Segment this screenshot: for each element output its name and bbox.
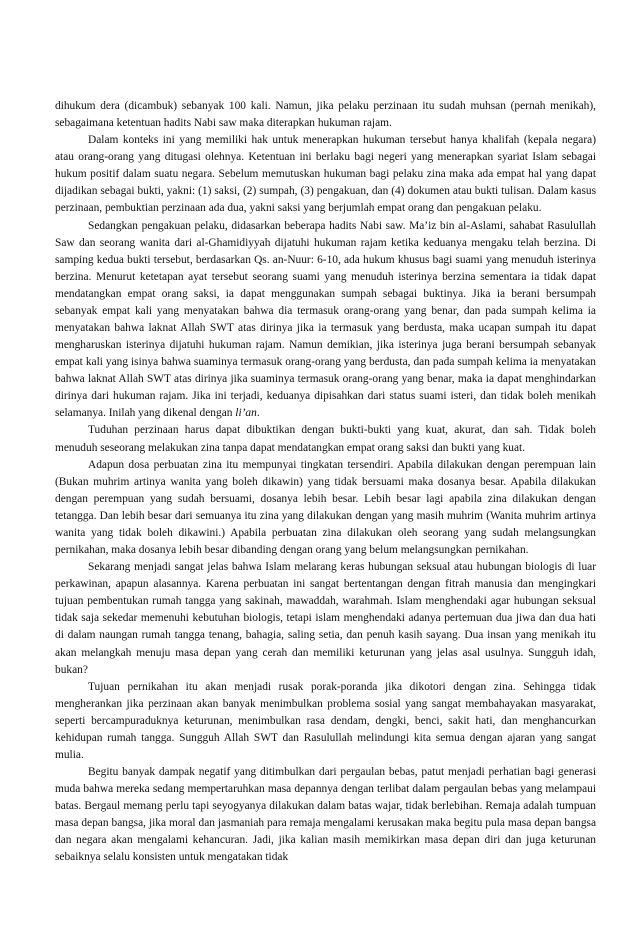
paragraph bbox=[55, 422, 596, 456]
paragraph-text: dihukum dera (dicambuk) sebanyak 100 kali. Namun, jika pelaku perzinaan itu sudah muhsan (pernah menikah), sebagaimana ketentuan hadits Nabi saw maka diterapkan hukuman rajam. bbox=[55, 100, 596, 130]
paragraph-text: Dalam konteks ini yang memiliki hak untuk menerapkan hukuman tersebut hanya khalifah (kepala negara) atau orang-orang yang ditugasi olehnya. Ketentuan ini berlaku bagi negeri yang menerapkan syariat Islam sebagai hukum positif dalam suatu negara. Sebelum memutuskan hukuman bagi pelaku zina maka ada empat hal yang dapat dijadikan sebagai bukti, yakni: (1) saksi, (2) sumpah, (3) pengakuan, dan (4) dokumen atau bukti tulisan. Dalam kasus perzinaan, pembuktian perzinaan ada dua, yakni saksi yang berjumlah empat orang dan pengakuan pelaku. bbox=[55, 134, 596, 215]
paragraph bbox=[55, 98, 596, 132]
paragraph-text: Sekarang menjadi sangat jelas bahwa Islam melarang keras hubungan seksual atau hubungan biologis di luar perkawinan, apapun alasannya. Karena perbuatan ini sangat bertentangan dengan fitrah manusia dan mengingkari tujuan pembentukan rumah tangga yang sakinah, mawaddah, warahmah. Islam menghendaki agar hubungan seksual tidak saja sekedar memenuhi kebutuhan biologis, tetapi islam menghendaki adanya pertemuan dua jiwa dan dua hati di dalam naungan rumah tangga tenang, bahagia, saling setia, dan penuh kasih sayang. Dua insan yang menikah itu akan melangkah menuju masa depan yang cerah dan memiliki keturunan yang jelas asal usulnya. Sungguh idah, bukan? bbox=[55, 561, 596, 676]
paragraph-text: Tujuan pernikahan itu akan menjadi rusak porak-poranda jika dikotori dengan zina. Sehingga tidak mengherankan jika perzinaan akan banyak menimbulkan problema sosial yang sangat membahayakan masyarakat, seperti bercampuraduknya keturunan, menimbulkan rasa dendam, dengki, benci, sakit hati, dan menghancurkan kehidupan rumah tangga. Sungguh Allah SWT dan Rasulullah melindungi kita semua dengan ajaran yang sangat mulia. bbox=[55, 680, 596, 761]
paragraph bbox=[55, 764, 596, 866]
paragraph bbox=[55, 132, 596, 217]
paragraph bbox=[55, 559, 596, 679]
italic-term: li’an bbox=[235, 407, 257, 420]
paragraph bbox=[55, 218, 596, 423]
paragraph bbox=[55, 679, 596, 764]
document-page bbox=[55, 98, 596, 867]
paragraph-text: Sedangkan pengakuan pelaku, didasarkan beberapa hadits Nabi saw. Ma’iz bin al-Aslami, sahabat Rasulullah Saw dan seorang wanita dari al-Ghamidiyyah dijatuhi hukuman rajam ketika keduanya mengaku telah berzina. Di samping kedua bukti tersebut, berdasarkan Qs. an-Nuur: 6-10, ada hukum khusus bagi suami yang menuduh isterinya berzina. Menurut ketetapan ayat tersebut seorang suami yang menuduh isterinya berzina sementara ia tidak dapat mendatangkan empat orang saksi, ia dapat menggunakan sumpah sebagai buktinya. Jika ia berani bersumpah sebanyak empat kali yang menyatakan bahwa dia termasuk orang-orang yang benar, dan pada sumpah kelima ia menyatakan bahwa laknat Allah SWT atas dirinya jika ia termasuk yang berdusta, maka ucapan sumpah itu dapat mengharuskan isterinya dijatuhi hukuman rajam. Namun demikian, jika isterinya juga berani bersumpah sebanyak empat kali yang isinya bahwa suaminya termasuk orang-orang yang berdusta, dan pada sumpah kelima ia menyatakan bahwa laknat Allah SWT atas dirinya jika suaminya termasuk orang-orang yang benar, maka ia dapat menghindarkan dirinya dari hukuman rajam. Jika ini terjadi, keduanya dipisahkan dari status suami isteri, dan tidak boleh menikah selamanya. Inilah yang dikenal dengan bbox=[55, 219, 596, 420]
paragraph-text: Begitu banyak dampak negatif yang ditimbulkan dari pergaulan bebas, patut menjadi perhatian bagi generasi muda bahwa mereka sedang mempertaruhkan masa depannya dengan terlibat dalam pergaulan bebas yang melampaui batas. Bergaul memang perlu tapi seyogyanya dilakukan dalam batas wajar, tidak berlebihan. Remaja adalah tumpuan masa depan bangsa, jika moral dan jasmaniah para remaja mengalami kerusakan maka begitu pula masa depan bangsa dan negara akan mengalami kehancuran. Jadi, jika kalian masih memikirkan masa depan diri dan juga keturunan sebaiknya selalu konsisten untuk mengatakan tidak bbox=[55, 766, 596, 864]
paragraph-text: . bbox=[256, 407, 260, 420]
paragraph-text: Adapun dosa perbuatan zina itu mempunyai tingkatan tersendiri. Apabila dilakukan dengan perempuan lain (Bukan muhrim artinya wanita yang boleh dikawin) yang tidak bersuami maka dosanya besar. Apabila dilakukan dengan perempuan yang sudah bersuami, dosanya lebih besar. Lebih besar lagi apabila zina dilakukan dengan tetangga. Dan lebih besar dari semuanya itu zina yang dilakukan dengan yang masih muhrim (Wanita muhrim artinya wanita yang tidak boleh dikawini.) Apabila perbuatan zina dilakukan oleh seorang yang sudah melangsungkan pernikahan, maka dosanya lebih besar dibanding dengan orang yang belum melangsungkan pernikahan. bbox=[55, 458, 596, 557]
paragraph-text: Tuduhan perzinaan harus dapat dibuktikan dengan bukti-bukti yang kuat, akurat, dan sah. Tidak boleh menuduh seseorang melakukan zina tanpa dapat mendatangkan empat orang saksi dan bukti yang kuat. bbox=[55, 424, 596, 454]
paragraph bbox=[55, 457, 596, 559]
